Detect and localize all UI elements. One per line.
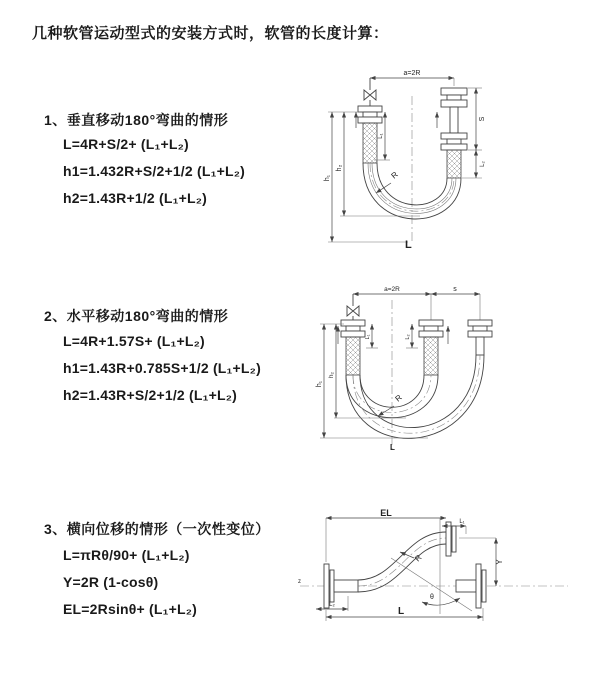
l2-dimension-label: L₂: [329, 602, 335, 608]
section-1-heading: 1、垂直移动180°弯曲的情形: [44, 112, 229, 128]
shifted-pipe-fitting: [468, 320, 492, 355]
h2-dimension-label: h₂: [336, 164, 343, 172]
u-bend-hose-shifted: [346, 355, 484, 438]
l2-dimension-label: L₂: [480, 161, 486, 167]
section-1-formula-h1: h1=1.432R+S/2+1/2 (L₁+L₂): [63, 163, 245, 179]
lateral-displacement-diagram: [296, 508, 586, 648]
section-3-heading: 3、横向位移的情形（一次性变位）: [44, 521, 270, 537]
section-3-formula-L: L=πRθ/90+ (L₁+L₂): [63, 547, 190, 563]
section-3-formula-Y: Y=2R (1-cosθ): [63, 574, 159, 590]
length-label: L: [390, 443, 395, 452]
radius-label: R: [413, 552, 424, 564]
horizontal-bend-diagram: [308, 280, 568, 465]
h2-dimension-label: h₂: [328, 371, 335, 379]
l2-dimension-label: L₂: [405, 334, 411, 340]
h1-dimension-label: h₁: [316, 380, 323, 388]
el-dimension-label: EL: [380, 508, 392, 518]
l1-dimension-label: L₁: [378, 133, 384, 139]
vertical-bend-diagram: [312, 66, 562, 256]
shift-dimension-label: s: [453, 286, 457, 293]
valve-icon: [364, 90, 376, 100]
s-curve-hose: [358, 532, 446, 592]
upper-flange-fitting: [446, 522, 456, 556]
h1-dimension-label: h₁: [324, 174, 331, 182]
angle-label: θ: [430, 594, 434, 601]
section-2-formula-h1: h1=1.43R+0.785S+1/2 (L₁+L₂): [63, 360, 261, 376]
section-1-formula-L: L=4R+S/2+ (L₁+L₂): [63, 136, 189, 152]
section-3-formula-EL: EL=2Rsinθ+ (L₁+L₂): [63, 601, 198, 617]
section-1-formula-h2: h2=1.43R+1/2 (L₁+L₂): [63, 190, 208, 206]
middle-pipe-fitting: [419, 320, 443, 375]
length-label: L: [397, 606, 405, 617]
valve-icon: [347, 306, 359, 316]
left-pipe-fitting: [341, 320, 365, 375]
y-dimension-label: Y: [495, 559, 504, 565]
section-2-heading: 2、水平移动180°弯曲的情形: [44, 308, 229, 324]
length-label: L: [405, 239, 412, 251]
page-title: 几种软管运动型式的安装方式时，软管的长度计算：: [32, 25, 389, 42]
section-2-formula-h2: h2=1.43R+S/2+1/2 (L₁+L₂): [63, 387, 238, 403]
right-pipe-fitting: [441, 88, 467, 178]
section-2-formula-L: L=4R+1.57S+ (L₁+L₂): [63, 333, 205, 349]
span-dimension-label: a=2R: [384, 286, 400, 293]
radius-label: R: [389, 169, 400, 181]
l1-dimension-label: L₁: [365, 334, 371, 340]
lower-pipe-fitting: [456, 564, 486, 608]
radius-label: R: [393, 392, 404, 404]
l1-dimension-label: L₁: [459, 519, 465, 525]
s-dimension-label: S: [479, 116, 486, 122]
span-dimension-label: a=2R: [403, 70, 421, 77]
axis-label: z: [298, 579, 301, 585]
radius-leader-arrow: [378, 406, 394, 416]
